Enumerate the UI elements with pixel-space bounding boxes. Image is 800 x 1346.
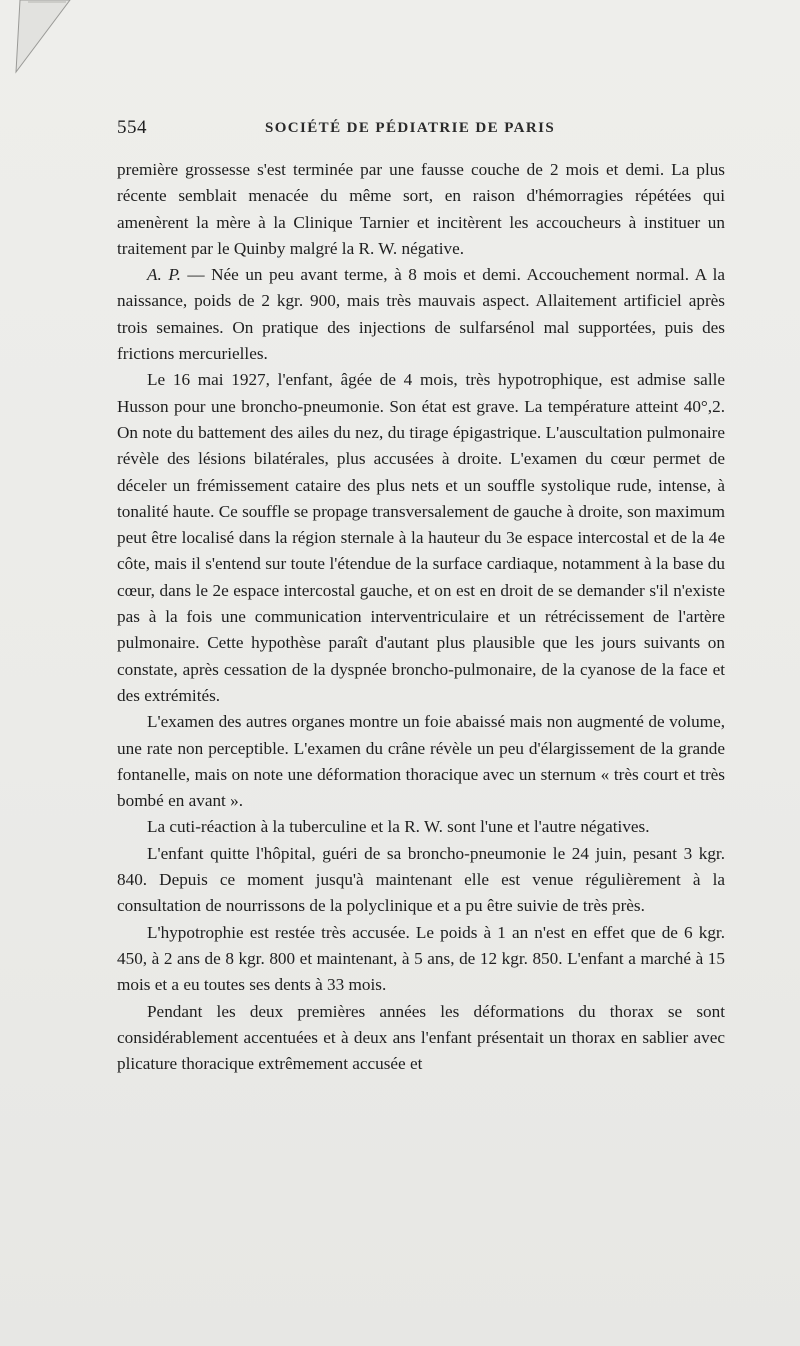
paragraph-organ-exam: L'examen des autres organes montre un foie abaissé mais non augmenté de volume, une rate non perceptible. L'examen du crâne révèle un peu d'élargissement de la grande fontanelle, mais on note une déformation thoracique avec un sternum « très court et très bombé en avant ». [117,712,725,811]
paragraph-discharge: L'enfant quitte l'hôpital, guéri de sa broncho-pneumonie le 24 juin, pesant 3 kgr. 840. Depuis ce moment jusqu'à maintenant elle est venue régulièrement à la consultation de nourrissons de la polyclinique et a pu être suivie de très près. [117,843,725,916]
paragraph-thorax: Pendant les deux premières années les déformations du thorax se sont considérablement accentuées et à deux ans l'enfant présentait un thorax en sablier avec plicature thoracique extrêmement accusée et [117,1001,725,1074]
paragraph-case-birth [117,262,725,367]
running-head [117,117,727,143]
paragraph-admission: Le 16 mai 1927, l'enfant, âgée de 4 mois, très hypotrophique, est admise salle Husson pour une broncho-pneumonie. Son état est grave. La température atteint 40°,2. On note du battement des ailes du nez, du tirage épigastrique. L'auscultation pulmonaire révèle des lésions bilatérales, plus accusées à droite. L'examen du cœur permet de déceler un frémissement cataire des plus nets et un souffle systolique rude, intense, à tonalité haute. Ce souffle se propage transversalement de gauche à droite, son maximum peut être localisé dans la région sternale à la hauteur du 3e espace intercostal et de la 4e côte, mais il s'entend sur toute l'étendue de la surface cardiaque, notamment à la base du cœur, dans le 2e espace intercostal gauche, et on est en droit de se demander s'il n'existe pas à la fois une communication interventriculaire et un rétrécissement de l'artère pulmonaire. Cette hypothèse paraît d'autant plus plausible que les jours suivants on constate, après cessation de la dyspnée broncho-pulmonaire, de la cyanose de la face et des extrémités. [117,370,725,705]
paragraph-hypotrophy: L'hypotrophie est restée très accusée. Le poids à 1 an n'est en effet que de 6 kgr. 450, à 2 ans de 8 kgr. 800 et maintenant, à 5 ans, de 12 kgr. 850. L'enfant a marché à 15 mois et a eu toutes ses dents à 33 mois. [117,922,725,995]
paragraph-pregnancy: première grossesse s'est terminée par une fausse couche de 2 mois et demi. La plus récente semblait menacée du même sort, en raison d'hémorragies répétées qui amenèrent la mère à la Clinique Tarnier et incitèrent les accoucheurs à instituer un traitement par le Quinby malgré la R. W. négative. [117,160,725,258]
page-corner-fold [0,0,90,80]
fold-line [16,0,70,72]
body-text [117,157,725,1077]
paragraph-case-birth-text: — Née un peu avant terme, à 8 mois et demi. Accouchement normal. A la naissance, poids de 2 kgr. 900, mais très mauvais aspect. Allaitement artificiel après trois semaines. On pratique des injections de sulfarsénol mal supportées, puis des frictions mercurielles. [117,265,726,364]
page-number: 554 [117,117,147,138]
patient-initials: A. P. [147,265,181,285]
paragraph-tests: La cuti-réaction à la tuberculine et la R. W. sont l'une et l'autre négatives. [147,817,650,837]
journal-title: SOCIÉTÉ DE PÉDIATRIE DE PARIS [265,120,556,136]
